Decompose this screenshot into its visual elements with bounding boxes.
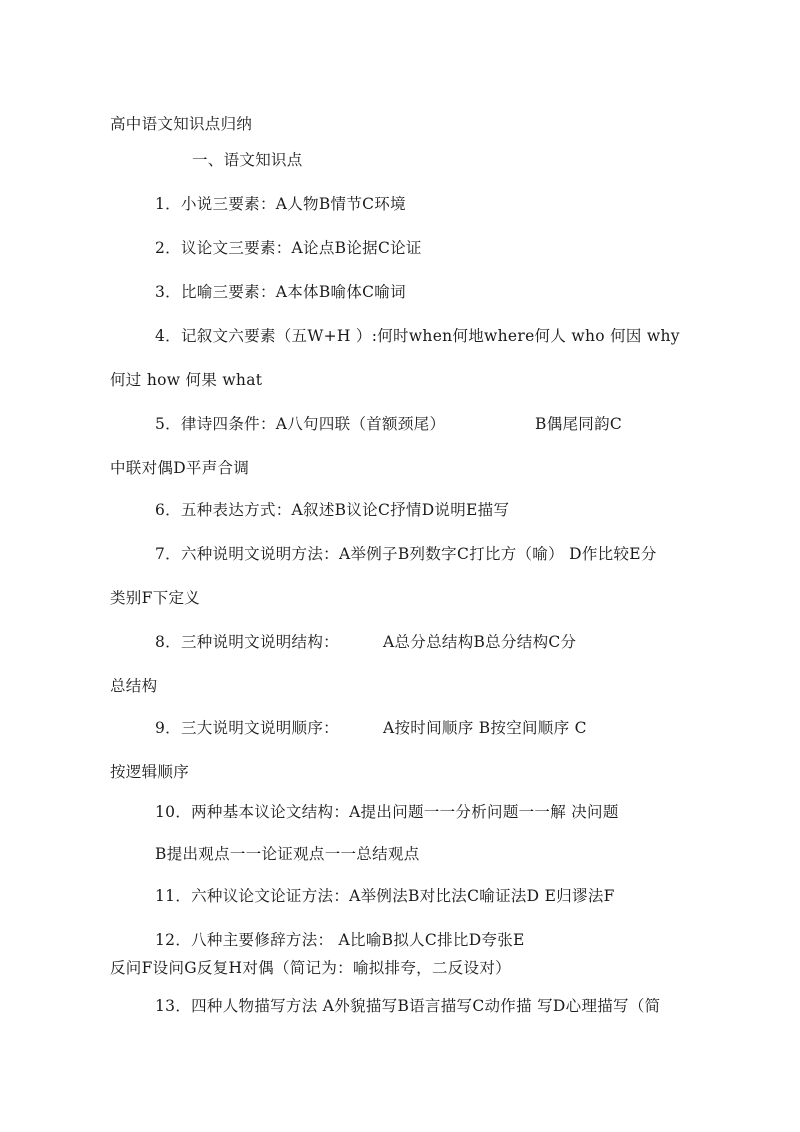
item-5-line1: 5．律诗四条件：A八句四联（首额颈尾） <box>155 415 446 433</box>
item-9-line2: 按逻辑顺序 <box>110 763 190 781</box>
item-11: 11．六种议论文论证方法：A举例法B对比法C喻证法D E归谬法F <box>155 887 615 905</box>
item-7-line1: 7．六种说明文说明方法：A举例子B列数字C打比方（喻） D作比较E分 <box>155 545 657 563</box>
item-12-line2: 反问F设问G反复H对偶（简记为：喻拟排夸，二反设对） <box>110 959 511 977</box>
item-12-line1: 12．八种主要修辞方法： A比喻B拟人C排比D夸张E <box>155 931 525 949</box>
section-heading: 一、语文知识点 <box>192 151 303 169</box>
item-9-line1-cont: A按时间顺序 B按空间顺序 C <box>383 719 587 737</box>
item-5-line1-cont: B偶尾同韵C <box>535 415 623 433</box>
item-10-line1: 10．两种基本议论文结构：A提出问题一一分析问题一一解 决问题 <box>155 803 619 821</box>
item-7-line2: 类别F下定义 <box>110 589 201 607</box>
item-9-line1: 9．三大说明文说明顺序： <box>155 719 339 737</box>
item-1: 1．小说三要素：A人物B情节C环境 <box>155 195 406 213</box>
item-2: 2．议论文三要素：A论点B论据C论证 <box>155 239 422 257</box>
item-8-line1: 8．三种说明文说明结构： <box>155 633 339 651</box>
item-5-line2: 中联对偶D平声合调 <box>110 459 250 477</box>
item-6: 6．五种表达方式：A叙述B议论C抒情D说明E描写 <box>155 501 510 519</box>
item-4-line2: 何过 how 何果 what <box>110 371 263 389</box>
item-4-line1: 4．记叙文六要素（五W+H ）:何时when何地where何人 who 何因 why <box>155 327 680 345</box>
item-13-line1: 13．四种人物描写方法 A外貌描写B语言描写C动作描 写D心理描写（简 <box>155 997 661 1015</box>
item-3: 3．比喻三要素：A本体B喻体C喻词 <box>155 283 406 301</box>
item-8-line2: 总结构 <box>110 677 158 695</box>
item-8-line1-cont: A总分总结构B总分结构C分 <box>383 633 577 651</box>
document-title: 高中语文知识点归纳 <box>110 115 253 133</box>
item-10-line2: B提出观点一一论证观点一一总结观点 <box>155 845 420 863</box>
